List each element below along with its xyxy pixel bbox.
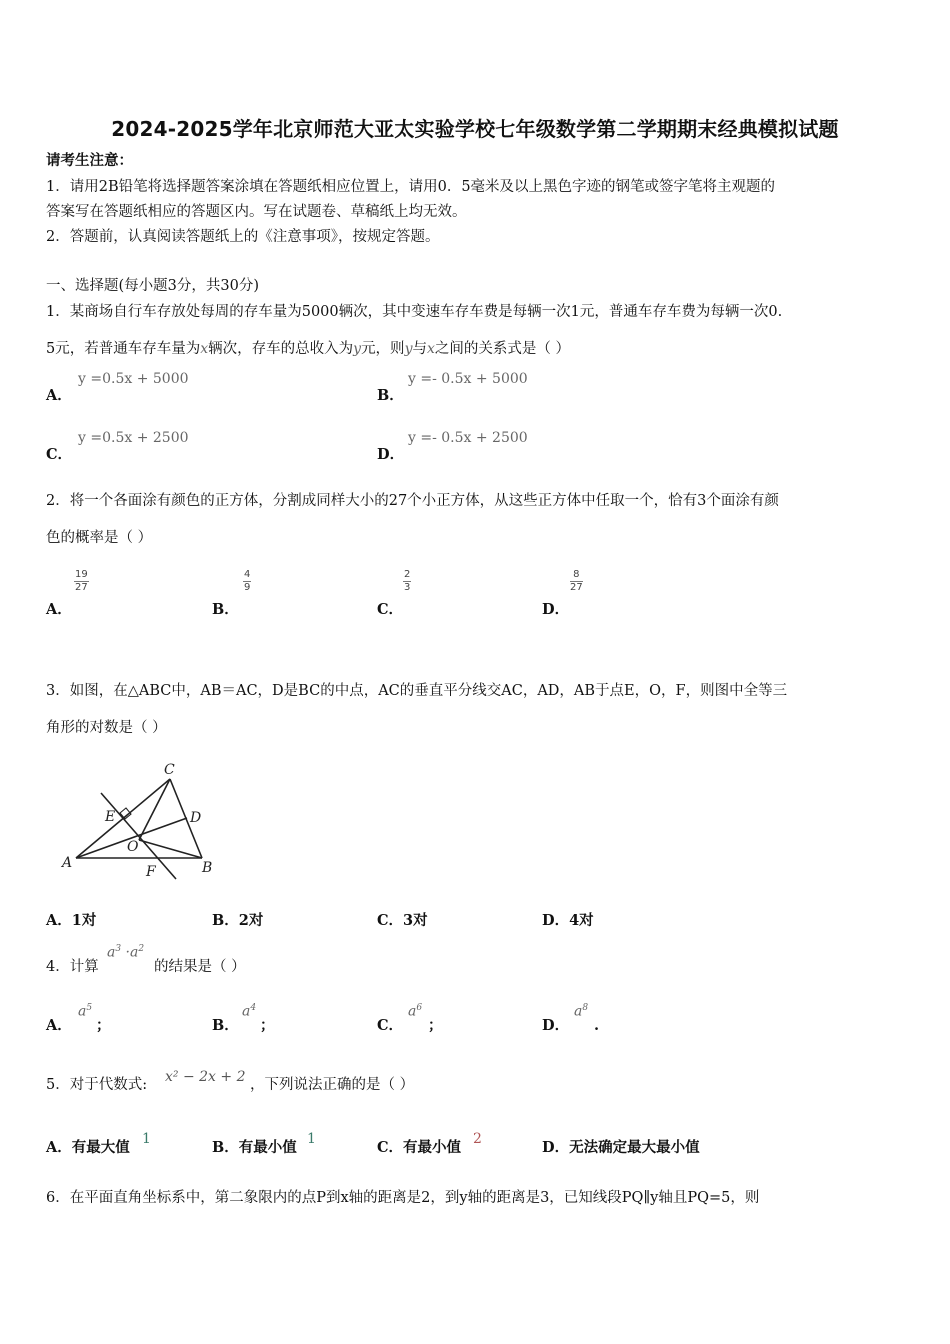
q1-option-a-expr: y =0.5x + 5000 <box>78 371 189 387</box>
notice-line-1: 1．请用2B铅笔将选择题答案涂填在答题纸相应位置上，请用0．5毫米及以上黑色字迹的钢笔或签字笔将主观题的 <box>46 179 776 195</box>
q2-option-a-fraction: $\frac{19}{27}$ <box>75 569 88 593</box>
notice-heading: 请考生注意： <box>46 152 133 169</box>
q4-option-c-tail: ； <box>428 1017 443 1034</box>
q1-option-b-label: B． <box>377 387 404 404</box>
q1-text-e: 之间的关系式是（ ） <box>434 341 570 357</box>
q4-stem-b: 的结果是（ ） <box>154 959 246 975</box>
q4-option-b-tail: ； <box>260 1017 275 1034</box>
q5-option-d-label: D．无法确定最大最小值 <box>542 1139 700 1156</box>
q1-text-b: 辆次，存车的总收入为 <box>208 341 354 357</box>
q4-option-d-tail: . <box>594 1017 600 1034</box>
label-o: O <box>127 839 139 855</box>
label-c: C <box>164 762 175 778</box>
q4-expression: $a^3 \cdot a^2$ <box>107 944 145 961</box>
label-e: E <box>105 809 116 825</box>
q4-option-c-expr: $a^6$ <box>408 1003 423 1020</box>
q3-option-d: D．4对 <box>542 912 594 929</box>
q5-stem-b: ，下列说法正确的是（ ） <box>250 1077 415 1093</box>
q1-line-1: 1．某商场自行车存放处每周的存车量为5000辆次，其中变速车存车费是每辆一次1元，普通车存车费为每辆一次0. <box>46 304 783 320</box>
q5-stem-a: 5．对于代数式: <box>46 1077 148 1093</box>
q4-option-b-expr: $a^4$ <box>242 1003 257 1020</box>
q2-option-c-fraction: $\frac{2}{3}$ <box>404 569 411 593</box>
notice-line-3: 2．答题前，认真阅读答题纸上的《注意事项》，按规定答题。 <box>46 229 440 245</box>
q1-text-a: 5元，若普通车存车量为 <box>46 341 201 357</box>
q4-option-d-expr: $a^8$ <box>574 1003 589 1020</box>
q1-option-d-label: D． <box>377 446 405 463</box>
q1-line-2 <box>46 339 570 359</box>
q1-text-c: 元，则 <box>361 341 405 357</box>
q2-option-b-fraction: $\frac{4}{9}$ <box>244 569 251 593</box>
q5-option-c-value: 2 <box>473 1131 482 1147</box>
q3-option-b: B．2对 <box>212 912 264 929</box>
q2-line-1: 2．将一个各面涂有颜色的正方体，分割成同样大小的27个小正方体，从这些正方体中任取一个，恰有3个面涂有颜 <box>46 493 779 509</box>
label-f: F <box>146 864 156 880</box>
q5-expression: x² − 2x + 2 <box>165 1069 246 1085</box>
q1-option-d-expr: y =- 0.5x + 2500 <box>408 430 528 446</box>
q4-option-b-label: B． <box>212 1017 239 1034</box>
q1-text-d: 与 <box>412 341 427 357</box>
q5-option-b-label: B．有最小值 <box>212 1139 297 1156</box>
q4-option-a-label: A． <box>46 1017 72 1034</box>
q1-var-y: y <box>353 341 362 357</box>
label-b: B <box>202 860 213 876</box>
q5-option-a-label: A．有最大值 <box>46 1139 130 1156</box>
q3-triangle-figure <box>56 755 226 885</box>
q4-option-a-expr: $a^5$ <box>78 1003 93 1020</box>
label-a: A <box>62 855 73 871</box>
segment-ob <box>139 840 202 858</box>
q1-var-x2: x <box>426 341 435 357</box>
q5-option-c-label: C．有最小值 <box>377 1139 462 1156</box>
q3-line-2: 角形的对数是（ ） <box>46 720 167 736</box>
q2-line-2: 色的概率是（ ） <box>46 530 153 546</box>
q2-option-d-label: D． <box>542 601 570 618</box>
notice-line-2: 答案写在答题纸相应的答题区内。写在试题卷、草稿纸上均无效。 <box>46 204 467 220</box>
q5-option-a-value: 1 <box>142 1131 151 1147</box>
q1-var-x: x <box>200 341 209 357</box>
q4-stem-a: 4．计算 <box>46 959 99 975</box>
q4-option-c-label: C． <box>377 1017 404 1034</box>
q2-option-c-label: C． <box>377 601 404 618</box>
q3-line-1: 3．如图，在△ABC中，AB＝AC，D是BC的中点，AC的垂直平分线交AC，AD，AB于点E，O，F，则图中全等三 <box>46 683 788 699</box>
q5-option-b-value: 1 <box>307 1131 316 1147</box>
section-heading: 一、选择题(每小题3分，共30分) <box>46 278 259 294</box>
q2-option-a-label: A． <box>46 601 72 618</box>
page-title: 2024-2025学年北京师范大亚太实验学校七年级数学第二学期期末经典模拟试题 <box>111 117 839 141</box>
q1-var-y2: y <box>404 341 413 357</box>
label-d: D <box>190 810 202 826</box>
q3-option-a: A．1对 <box>46 912 97 929</box>
q1-option-a-label: A． <box>46 387 72 404</box>
q6-line-1: 6．在平面直角坐标系中，第二象限内的点P到x轴的距离是2，到y轴的距离是3，已知线段PQ∥y轴且PQ=5，则 <box>46 1190 760 1206</box>
q2-option-b-label: B． <box>212 601 239 618</box>
q1-option-b-expr: y =- 0.5x + 5000 <box>408 371 528 387</box>
q4-option-a-tail: ； <box>96 1017 111 1034</box>
q1-option-c-label: C． <box>46 446 73 463</box>
segment-co <box>139 779 170 840</box>
q4-option-d-label: D． <box>542 1017 570 1034</box>
q1-option-c-expr: y =0.5x + 2500 <box>78 430 189 446</box>
q3-option-c: C．3对 <box>377 912 428 929</box>
q2-option-d-fraction: $\frac{8}{27}$ <box>570 569 583 593</box>
